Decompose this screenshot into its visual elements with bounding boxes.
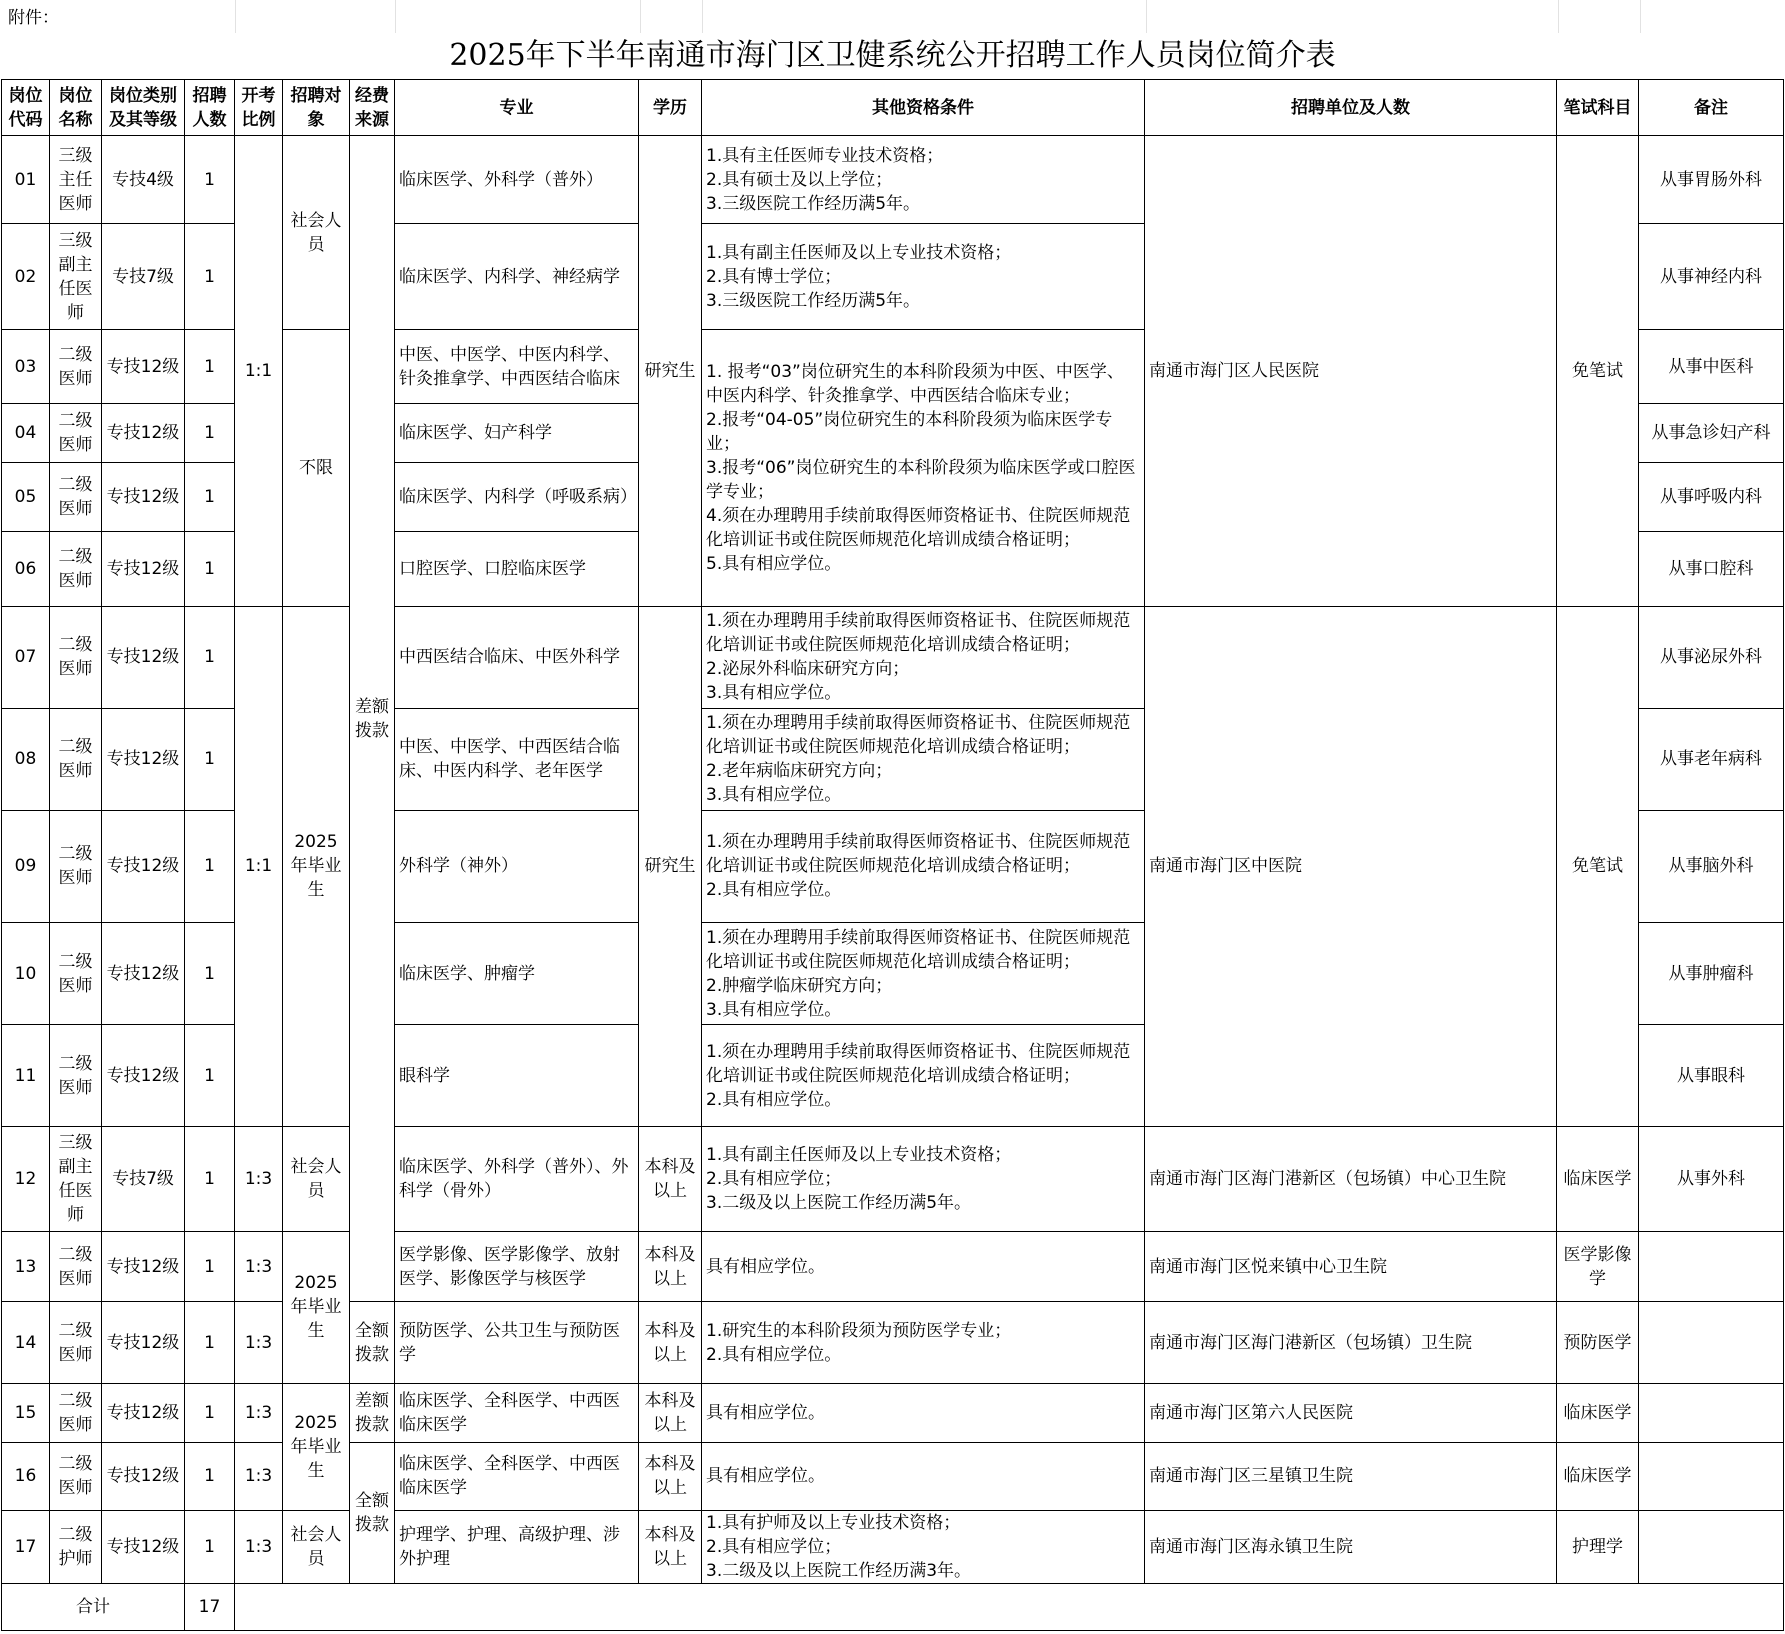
cell-remark: 从事外科 [1639, 1127, 1784, 1232]
cell-ratio: 1:3 [235, 1510, 283, 1583]
cell-code: 05 [2, 463, 50, 531]
cell-count: 1 [185, 1302, 235, 1383]
cell-major: 眼科学 [395, 1025, 639, 1127]
cell-remark [1639, 1302, 1784, 1383]
cell-remark: 从事呼吸内科 [1639, 463, 1784, 531]
cell-code: 14 [2, 1302, 50, 1383]
cell-remark: 从事眼科 [1639, 1025, 1784, 1127]
cell-ratio: 1:3 [235, 1232, 283, 1302]
total-label: 合计 [2, 1583, 185, 1630]
cell-count: 1 [185, 330, 235, 404]
cell-unit: 南通市海门区第六人民医院 [1145, 1383, 1557, 1442]
cell-category: 专技12级 [102, 330, 185, 404]
cell-category: 专技12级 [102, 810, 185, 922]
cell-conditions: 1.须在办理聘用手续前取得医师资格证书、住院医师规范化培训证书或住院医师规范化培训成绩合格证明； 2.泌尿外科临床研究方向； 3.具有相应学位。 [702, 606, 1145, 708]
cell-target: 社会人员 [283, 136, 350, 330]
sheet-grid [0, 0, 1785, 33]
cell-code: 08 [2, 708, 50, 810]
cell-count: 1 [185, 810, 235, 922]
position-table [1, 79, 1784, 1631]
cell-major: 临床医学、外科学（普外） [395, 136, 639, 224]
cell-major: 预防医学、公共卫生与预防医学 [395, 1302, 639, 1383]
header-education: 学历 [639, 80, 702, 136]
cell-category: 专技12级 [102, 1510, 185, 1583]
cell-count: 1 [185, 136, 235, 224]
cell-remark [1639, 1442, 1784, 1510]
cell-category: 专技12级 [102, 1232, 185, 1302]
cell-education: 本科及以上 [639, 1383, 702, 1442]
cell-category: 专技12级 [102, 922, 185, 1024]
cell-conditions: 1.须在办理聘用手续前取得医师资格证书、住院医师规范化培训证书或住院医师规范化培训成绩合格证明； 2.肿瘤学临床研究方向； 3.具有相应学位。 [702, 922, 1145, 1024]
cell-name: 二级医师 [50, 1442, 102, 1510]
cell-name: 二级医师 [50, 1383, 102, 1442]
cell-name: 二级医师 [50, 330, 102, 404]
cell-conditions: 1.具有护师及以上专业技术资格； 2.具有相应学位； 3.二级及以上医院工作经历满3年。 [702, 1510, 1145, 1583]
cell-code: 03 [2, 330, 50, 404]
cell-count: 1 [185, 1510, 235, 1583]
cell-conditions: 1.须在办理聘用手续前取得医师资格证书、住院医师规范化培训证书或住院医师规范化培训成绩合格证明； 2.具有相应学位。 [702, 1025, 1145, 1127]
cell-ratio: 1:3 [235, 1302, 283, 1383]
cell-count: 1 [185, 224, 235, 330]
cell-exam: 医学影像学 [1557, 1232, 1639, 1302]
cell-category: 专技12级 [102, 1302, 185, 1383]
header-exam: 笔试科目 [1557, 80, 1639, 136]
cell-remark: 从事老年病科 [1639, 708, 1784, 810]
cell-exam: 免笔试 [1557, 606, 1639, 1127]
header-unit: 招聘单位及人数 [1145, 80, 1557, 136]
header-name: 岗位名称 [50, 80, 102, 136]
cell-major: 临床医学、全科医学、中西医临床医学 [395, 1442, 639, 1510]
header-major: 专业 [395, 80, 639, 136]
table-row [2, 1232, 1784, 1302]
cell-major: 中医、中医学、中西医结合临床、中医内科学、老年医学 [395, 708, 639, 810]
cell-category: 专技12级 [102, 463, 185, 531]
cell-name: 二级医师 [50, 531, 102, 606]
cell-funding: 差额拨款 [350, 136, 395, 1302]
cell-remark: 从事中医科 [1639, 330, 1784, 404]
total-value: 17 [185, 1583, 235, 1630]
cell-target: 2025年毕业生 [283, 1383, 350, 1510]
table-row [2, 1302, 1784, 1383]
cell-name: 三级副主任医师 [50, 1127, 102, 1232]
cell-count: 1 [185, 922, 235, 1024]
cell-ratio: 1:3 [235, 1442, 283, 1510]
cell-code: 13 [2, 1232, 50, 1302]
cell-remark: 从事肿瘤科 [1639, 922, 1784, 1024]
cell-major: 口腔医学、口腔临床医学 [395, 531, 639, 606]
cell-conditions: 1.须在办理聘用手续前取得医师资格证书、住院医师规范化培训证书或住院医师规范化培训成绩合格证明； 2.具有相应学位。 [702, 810, 1145, 922]
cell-exam: 临床医学 [1557, 1383, 1639, 1442]
header-ratio: 开考比例 [235, 80, 283, 136]
cell-education: 本科及以上 [639, 1127, 702, 1232]
cell-funding: 全额拨款 [350, 1442, 395, 1583]
cell-remark: 从事泌尿外科 [1639, 606, 1784, 708]
cell-code: 04 [2, 404, 50, 463]
cell-unit: 南通市海门区中医院 [1145, 606, 1557, 1127]
title-row [0, 34, 1785, 78]
cell-name: 二级医师 [50, 922, 102, 1024]
header-row [2, 80, 1784, 136]
table-row [2, 136, 1784, 224]
header-count: 招聘人数 [185, 80, 235, 136]
cell-count: 1 [185, 404, 235, 463]
cell-category: 专技12级 [102, 708, 185, 810]
cell-count: 1 [185, 708, 235, 810]
cell-major: 临床医学、外科学（普外）、外科学（骨外） [395, 1127, 639, 1232]
cell-count: 1 [185, 606, 235, 708]
cell-category: 专技4级 [102, 136, 185, 224]
cell-code: 16 [2, 1442, 50, 1510]
cell-remark [1639, 1383, 1784, 1442]
cell-count: 1 [185, 1383, 235, 1442]
cell-category: 专技7级 [102, 224, 185, 330]
cell-funding: 差额拨款 [350, 1383, 395, 1442]
attachment-label: 附件： [8, 8, 59, 28]
cell-major: 护理学、护理、高级护理、涉外护理 [395, 1510, 639, 1583]
cell-ratio: 1:1 [235, 606, 283, 1127]
cell-remark [1639, 1510, 1784, 1583]
cell-name: 二级医师 [50, 606, 102, 708]
cell-name: 二级医师 [50, 404, 102, 463]
cell-category: 专技12级 [102, 1383, 185, 1442]
table-row [2, 1442, 1784, 1510]
header-remark: 备注 [1639, 80, 1784, 136]
table-row [2, 1510, 1784, 1583]
cell-conditions: 具有相应学位。 [702, 1383, 1145, 1442]
cell-name: 二级医师 [50, 708, 102, 810]
cell-conditions: 1.具有主任医师专业技术资格； 2.具有硕士及以上学位； 3.三级医院工作经历满5年。 [702, 136, 1145, 224]
cell-name: 二级护师 [50, 1510, 102, 1583]
cell-major: 临床医学、内科学（呼吸系病） [395, 463, 639, 531]
cell-major: 临床医学、内科学、神经病学 [395, 224, 639, 330]
cell-remark [1639, 1232, 1784, 1302]
cell-category: 专技7级 [102, 1127, 185, 1232]
cell-code: 01 [2, 136, 50, 224]
cell-major: 临床医学、妇产科学 [395, 404, 639, 463]
cell-code: 12 [2, 1127, 50, 1232]
cell-major: 临床医学、肿瘤学 [395, 922, 639, 1024]
cell-major: 中西医结合临床、中医外科学 [395, 606, 639, 708]
cell-funding: 全额拨款 [350, 1302, 395, 1383]
cell-education: 研究生 [639, 606, 702, 1127]
header-funding: 经费来源 [350, 80, 395, 136]
cell-remark: 从事急诊妇产科 [1639, 404, 1784, 463]
cell-name: 二级医师 [50, 1025, 102, 1127]
page-title: 2025年下半年南通市海门区卫健系统公开招聘工作人员岗位简介表 [449, 38, 1336, 73]
cell-conditions: 1.研究生的本科阶段须为预防医学专业； 2.具有相应学位。 [702, 1302, 1145, 1383]
cell-major: 外科学（神外） [395, 810, 639, 922]
cell-remark: 从事口腔科 [1639, 531, 1784, 606]
header-code: 岗位代码 [2, 80, 50, 136]
cell-conditions: 1. 报考“03”岗位研究生的本科阶段须为中医、中医学、中医内科学、针灸推拿学、中西医结合临床专业； 2.报考“04-05”岗位研究生的本科阶段须为临床医学专业； 3.报考“06”岗位研究生的本科阶段须为临床医学或口腔医学专业； 4.须在办理聘用手续前取得医师资格证书、住院医师规范化培训证书或住院医师规范化培训成绩合格证明； 5.具有相应学位。 [702, 330, 1145, 606]
cell-ratio: 1:3 [235, 1383, 283, 1442]
cell-remark: 从事胃肠外科 [1639, 136, 1784, 224]
table-row [2, 606, 1784, 708]
cell-conditions: 1.具有副主任医师及以上专业技术资格； 2.具有相应学位； 3.二级及以上医院工作经历满5年。 [702, 1127, 1145, 1232]
cell-category: 专技12级 [102, 1442, 185, 1510]
cell-unit: 南通市海门区海永镇卫生院 [1145, 1510, 1557, 1583]
cell-count: 1 [185, 1232, 235, 1302]
cell-exam: 护理学 [1557, 1510, 1639, 1583]
cell-conditions: 具有相应学位。 [702, 1442, 1145, 1510]
cell-unit: 南通市海门区海门港新区（包场镇）卫生院 [1145, 1302, 1557, 1383]
cell-exam: 免笔试 [1557, 136, 1639, 607]
cell-name: 三级副主任医师 [50, 224, 102, 330]
cell-count: 1 [185, 1025, 235, 1127]
cell-major: 中医、中医学、中医内科学、针灸推拿学、中西医结合临床 [395, 330, 639, 404]
cell-education: 本科及以上 [639, 1302, 702, 1383]
cell-name: 二级医师 [50, 1302, 102, 1383]
cell-category: 专技12级 [102, 404, 185, 463]
cell-count: 1 [185, 1442, 235, 1510]
cell-major: 医学影像、医学影像学、放射医学、影像医学与核医学 [395, 1232, 639, 1302]
cell-code: 15 [2, 1383, 50, 1442]
total-empty [235, 1583, 1784, 1630]
cell-code: 07 [2, 606, 50, 708]
cell-name: 三级主任医师 [50, 136, 102, 224]
cell-target: 2025年毕业生 [283, 606, 350, 1127]
cell-education: 本科及以上 [639, 1510, 702, 1583]
cell-remark: 从事脑外科 [1639, 810, 1784, 922]
cell-count: 1 [185, 531, 235, 606]
cell-name: 二级医师 [50, 810, 102, 922]
cell-conditions: 具有相应学位。 [702, 1232, 1145, 1302]
header-category: 岗位类别及其等级 [102, 80, 185, 136]
cell-count: 1 [185, 463, 235, 531]
cell-code: 02 [2, 224, 50, 330]
cell-exam: 临床医学 [1557, 1127, 1639, 1232]
cell-unit: 南通市海门区三星镇卫生院 [1145, 1442, 1557, 1510]
cell-code: 11 [2, 1025, 50, 1127]
cell-name: 二级医师 [50, 1232, 102, 1302]
cell-conditions: 1.具有副主任医师及以上专业技术资格； 2.具有博士学位； 3.三级医院工作经历满5年。 [702, 224, 1145, 330]
cell-category: 专技12级 [102, 1025, 185, 1127]
cell-name: 二级医师 [50, 463, 102, 531]
cell-target: 2025年毕业生 [283, 1232, 350, 1383]
cell-target: 不限 [283, 330, 350, 606]
cell-unit: 南通市海门区悦来镇中心卫生院 [1145, 1232, 1557, 1302]
header-conditions: 其他资格条件 [702, 80, 1145, 136]
cell-exam: 预防医学 [1557, 1302, 1639, 1383]
cell-major: 临床医学、全科医学、中西医临床医学 [395, 1383, 639, 1442]
cell-code: 09 [2, 810, 50, 922]
cell-exam: 临床医学 [1557, 1442, 1639, 1510]
table-row [2, 1383, 1784, 1442]
header-target: 招聘对象 [283, 80, 350, 136]
cell-ratio: 1:3 [235, 1127, 283, 1232]
cell-education: 研究生 [639, 136, 702, 607]
cell-count: 1 [185, 1127, 235, 1232]
cell-category: 专技12级 [102, 531, 185, 606]
cell-target: 社会人员 [283, 1127, 350, 1232]
total-row [2, 1583, 1784, 1630]
cell-unit: 南通市海门区海门港新区（包场镇）中心卫生院 [1145, 1127, 1557, 1232]
cell-target: 社会人员 [283, 1510, 350, 1583]
cell-conditions: 1.须在办理聘用手续前取得医师资格证书、住院医师规范化培训证书或住院医师规范化培训成绩合格证明； 2.老年病临床研究方向； 3.具有相应学位。 [702, 708, 1145, 810]
cell-education: 本科及以上 [639, 1442, 702, 1510]
table-row [2, 1127, 1784, 1232]
cell-remark: 从事神经内科 [1639, 224, 1784, 330]
cell-education: 本科及以上 [639, 1232, 702, 1302]
cell-category: 专技12级 [102, 606, 185, 708]
cell-ratio: 1:1 [235, 136, 283, 607]
cell-code: 06 [2, 531, 50, 606]
cell-code: 17 [2, 1510, 50, 1583]
cell-code: 10 [2, 922, 50, 1024]
cell-unit: 南通市海门区人民医院 [1145, 136, 1557, 607]
